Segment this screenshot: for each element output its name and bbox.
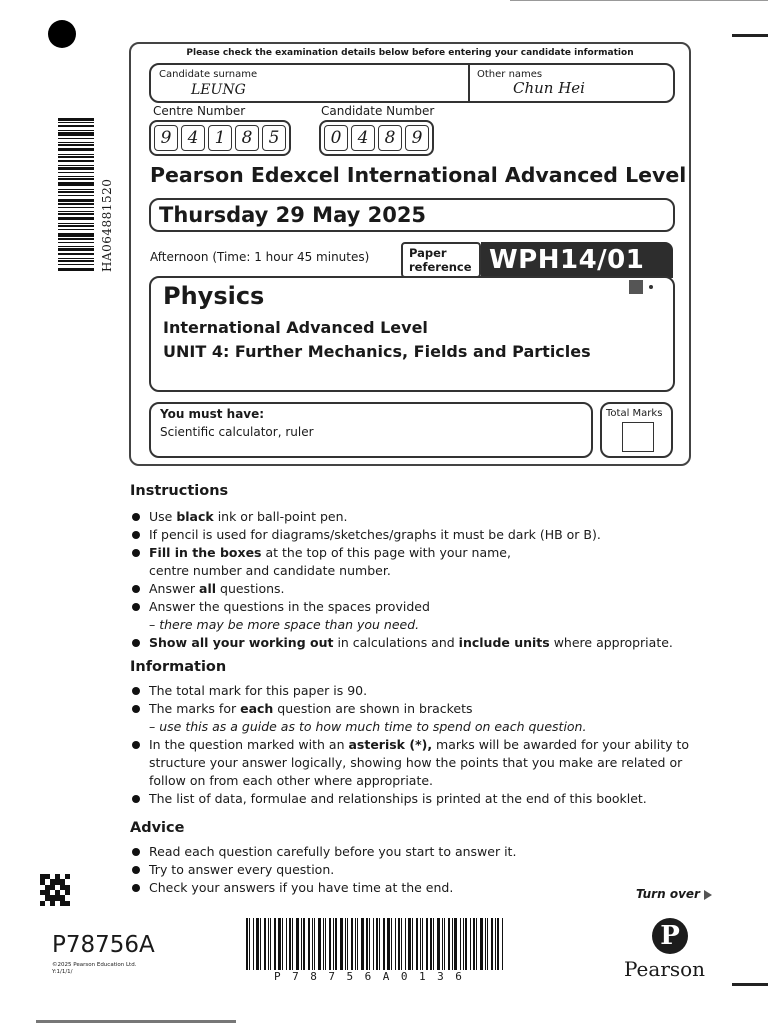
barcode-bar — [347, 918, 348, 970]
paper-reference-badge: WPH14/01 — [481, 242, 673, 278]
barcode-bar — [58, 211, 94, 212]
barcode-bar — [325, 918, 326, 970]
must-have-items: Scientific calculator, ruler — [160, 425, 314, 439]
advice-heading: Advice — [130, 820, 185, 836]
list-item: Use black ink or ball-point pen. — [130, 508, 673, 526]
turn-over-arrow-icon — [704, 890, 712, 900]
centre-digit[interactable]: 4 — [181, 125, 205, 151]
barcode-bar — [58, 142, 94, 143]
barcode-bar — [308, 918, 310, 970]
barcode-bar — [412, 918, 413, 970]
pearson-wordmark: Pearson — [624, 957, 706, 981]
barcode-bar — [485, 918, 486, 970]
barcode-bar — [420, 918, 421, 970]
barcode-bar — [473, 918, 475, 970]
barcode-bar — [58, 264, 94, 265]
barcode-bar — [345, 918, 346, 970]
total-marks-label: Total Marks — [606, 408, 663, 419]
barcode-bar — [448, 918, 450, 970]
qr-module — [65, 901, 70, 906]
list-item: The list of data, formulae and relationships is printed at the end of this booklet. — [130, 790, 689, 808]
barcode-bar — [58, 165, 94, 166]
barcode-bar — [58, 154, 94, 155]
list-item: – there may be more space than you need. — [149, 617, 420, 632]
list-item: structure your answer logically, showing how the points that you make are related or — [149, 755, 683, 770]
list-item: centre number and candidate number. — [149, 563, 391, 578]
advice-list — [130, 843, 516, 897]
barcode-bar — [497, 918, 499, 970]
barcode-bar — [416, 918, 418, 970]
barcode-bar — [376, 918, 378, 970]
candidate-digit[interactable]: 0 — [324, 125, 348, 151]
barcode-bar — [58, 217, 94, 220]
list-item: Answer all questions. — [130, 580, 673, 598]
surname-field[interactable]: LEUNG — [191, 82, 246, 98]
barcode-bar — [369, 918, 370, 970]
check-details-notice: Please check the examination details below before entering your candidate information — [186, 48, 634, 58]
barcode-bar — [292, 918, 293, 970]
barcode-bar — [256, 918, 259, 970]
barcode-bar — [268, 918, 269, 970]
barcode-bar — [398, 918, 400, 970]
candidate-number-label: Candidate Number — [321, 104, 435, 118]
barcode-bar — [58, 246, 94, 247]
barcode-bar — [303, 918, 305, 970]
barcode-bar — [264, 918, 266, 970]
top-edge-line — [510, 0, 768, 4]
centre-number-field[interactable] — [149, 120, 291, 156]
barcode-bar — [58, 148, 94, 151]
instructions-list — [130, 508, 673, 652]
barcode-bar — [444, 918, 445, 970]
corner-marker-square — [629, 280, 643, 294]
centre-digit[interactable]: 9 — [154, 125, 178, 151]
barcode-bar — [58, 199, 94, 202]
barcode-bar — [58, 233, 94, 237]
barcode-bar — [58, 144, 94, 146]
unit-prefix: UNIT 4: — [163, 342, 230, 361]
barcode-bar — [357, 918, 358, 970]
subject-level: International Advanced Level — [163, 318, 428, 337]
other-names-field[interactable]: Chun Hei — [513, 79, 585, 97]
barcode-bar — [58, 167, 94, 170]
barcode-bar — [470, 918, 471, 970]
barcode-bar — [391, 918, 392, 970]
barcode-bar — [491, 918, 493, 970]
barcode-bar — [426, 918, 428, 970]
total-marks-box — [600, 402, 673, 458]
list-item: The marks for each question are shown in brackets — [130, 700, 689, 718]
registration-mark — [48, 20, 76, 48]
list-item: follow on from each other where appropriate. — [149, 773, 434, 788]
barcode-bar — [58, 176, 94, 177]
barcode-bar — [351, 918, 353, 970]
list-item: The total mark for this paper is 90. — [130, 682, 689, 700]
candidate-digit[interactable]: 4 — [351, 125, 375, 151]
total-marks-field[interactable] — [622, 422, 654, 452]
barcode-bar — [282, 918, 283, 970]
information-list — [130, 682, 689, 808]
barcode-bar — [58, 238, 94, 240]
information-heading: Information — [130, 659, 227, 675]
barcode-bar — [366, 918, 368, 970]
candidate-digit[interactable]: 9 — [405, 125, 429, 151]
barcode-bar — [58, 203, 94, 205]
bottom-edge-line — [36, 1020, 236, 1023]
subject-title: Physics — [163, 282, 265, 310]
barcode-bar — [58, 225, 94, 227]
barcode-bar — [270, 918, 271, 970]
barcode-bar — [246, 918, 248, 970]
barcode-bar — [408, 918, 411, 970]
barcode-bar — [58, 191, 94, 193]
bottom-barcode — [246, 918, 522, 970]
qr-code — [40, 874, 70, 906]
barcode-bar — [278, 918, 281, 970]
barcode-bar — [430, 918, 432, 970]
barcode-bar — [274, 918, 276, 970]
barcode-bar — [487, 918, 488, 970]
barcode-bar — [58, 195, 94, 196]
barcode-bar — [58, 213, 94, 215]
barcode-bar — [58, 130, 94, 131]
turn-over-label: Turn over — [636, 887, 700, 901]
barcode-bar — [289, 918, 291, 970]
copyright: ©2025 Pearson Education Ltd. Y:1/1/1/ — [52, 962, 137, 975]
paper-code: P78756A — [52, 932, 155, 958]
barcode-bar — [58, 172, 94, 173]
other-names-label: Other names — [477, 69, 543, 80]
barcode-bar — [58, 207, 94, 208]
centre-digit[interactable]: 5 — [262, 125, 286, 151]
barcode-bar — [495, 918, 496, 970]
barcode-bar — [379, 918, 380, 970]
barcode-bar — [301, 918, 302, 970]
barcode-bar — [335, 918, 337, 970]
barcode-bar — [318, 918, 321, 970]
barcode-bar — [433, 918, 434, 970]
exam-date-box — [149, 198, 675, 232]
barcode-bar — [465, 918, 467, 970]
exam-date: Thursday 29 May 2025 — [159, 203, 427, 227]
barcode-bar — [58, 118, 94, 121]
barcode-bar — [253, 918, 254, 970]
list-item: Check your answers if you have time at the end. — [130, 879, 516, 897]
barcode-bar — [58, 189, 94, 190]
list-item: Answer the questions in the spaces provided — [130, 598, 673, 616]
candidate-digit[interactable]: 8 — [378, 125, 402, 151]
list-item: – use this as a guide as to how much time to spend on each question. — [149, 719, 587, 734]
must-have-box — [149, 402, 593, 458]
unit-title — [163, 342, 591, 361]
subject-box — [149, 276, 675, 392]
barcode-bar — [58, 156, 94, 158]
instructions-heading: Instructions — [130, 483, 229, 499]
barcode-bar — [395, 918, 396, 970]
barcode-bar — [58, 253, 94, 255]
barcode-bar — [58, 182, 94, 186]
pearson-logo-icon: P — [652, 918, 688, 954]
barcode-bar — [58, 178, 94, 180]
unit-name: Further Mechanics, Fields and Particles — [229, 342, 591, 361]
barcode-bar — [340, 918, 343, 970]
side-barcode-text: HA064881520 — [100, 178, 114, 272]
barcode-bar — [58, 223, 94, 224]
centre-number-label: Centre Number — [153, 104, 246, 118]
barcode-bar — [249, 918, 250, 970]
barcode-bar — [502, 918, 503, 970]
list-item: Fill in the boxes at the top of this page with your name, — [130, 544, 673, 562]
barcode-bar — [383, 918, 385, 970]
barcode-bar — [58, 248, 94, 251]
barcode-bar — [480, 918, 483, 970]
barcode-bar — [401, 918, 402, 970]
barcode-bar — [58, 242, 94, 243]
list-item: Show all your working out in calculations and include units where appropriate. — [130, 634, 673, 652]
barcode-bar — [405, 918, 406, 970]
centre-digit[interactable]: 8 — [235, 125, 259, 151]
candidate-name-box — [149, 63, 675, 103]
barcode-bar — [58, 160, 94, 162]
barcode-bar — [58, 132, 94, 136]
barcode-bar — [329, 918, 331, 970]
barcode-bar — [58, 229, 94, 230]
barcode-bar — [355, 918, 356, 970]
bottom-barcode-text: P78756A0136 — [274, 970, 474, 983]
barcode-bar — [454, 918, 457, 970]
barcode-bar — [58, 138, 94, 139]
corner-marker-dot — [649, 285, 653, 289]
barcode-bar — [387, 918, 390, 970]
right-margin-mark-bottom — [732, 983, 768, 986]
list-item: If pencil is used for diagrams/sketches/graphs it must be dark (HB or B). — [130, 526, 673, 544]
barcode-bar — [58, 122, 94, 123]
barcode-bar — [58, 258, 94, 259]
surname-label: Candidate surname — [159, 69, 258, 80]
right-margin-mark-top — [732, 34, 768, 37]
barcode-bar — [314, 918, 315, 970]
barcode-bar — [476, 918, 477, 970]
barcode-bar — [463, 918, 464, 970]
candidate-details-box — [129, 42, 691, 466]
barcode-bar — [422, 918, 423, 970]
barcode-bar — [58, 268, 94, 271]
centre-digit[interactable]: 1 — [208, 125, 232, 151]
exam-session: Afternoon (Time: 1 hour 45 minutes) — [150, 250, 370, 264]
candidate-number-field[interactable] — [319, 120, 434, 156]
barcode-bar — [460, 918, 461, 970]
barcode-bar — [58, 125, 94, 127]
barcode-bar — [58, 260, 94, 262]
list-item: In the question marked with an asterisk (*), marks will be awarded for your ability to — [130, 736, 689, 754]
barcode-bar — [452, 918, 453, 970]
must-have-label: You must have: — [160, 407, 265, 421]
barcode-bar — [373, 918, 374, 970]
barcode-bar — [296, 918, 299, 970]
barcode-bar — [286, 918, 287, 970]
barcode-bar — [361, 918, 364, 970]
barcode-bar — [323, 918, 324, 970]
list-item: Try to answer every question. — [130, 861, 516, 879]
barcode-bar — [437, 918, 440, 970]
barcode-bar — [442, 918, 443, 970]
list-item: Read each question carefully before you start to answer it. — [130, 843, 516, 861]
barcode-bar — [333, 918, 334, 970]
barcode-bar — [260, 918, 261, 970]
name-divider — [468, 65, 470, 101]
barcode-bar — [312, 918, 313, 970]
side-barcode — [58, 118, 94, 332]
paper-reference-label: Paper reference — [401, 242, 481, 278]
qualification-title: Pearson Edexcel International Advanced Level — [150, 163, 687, 187]
